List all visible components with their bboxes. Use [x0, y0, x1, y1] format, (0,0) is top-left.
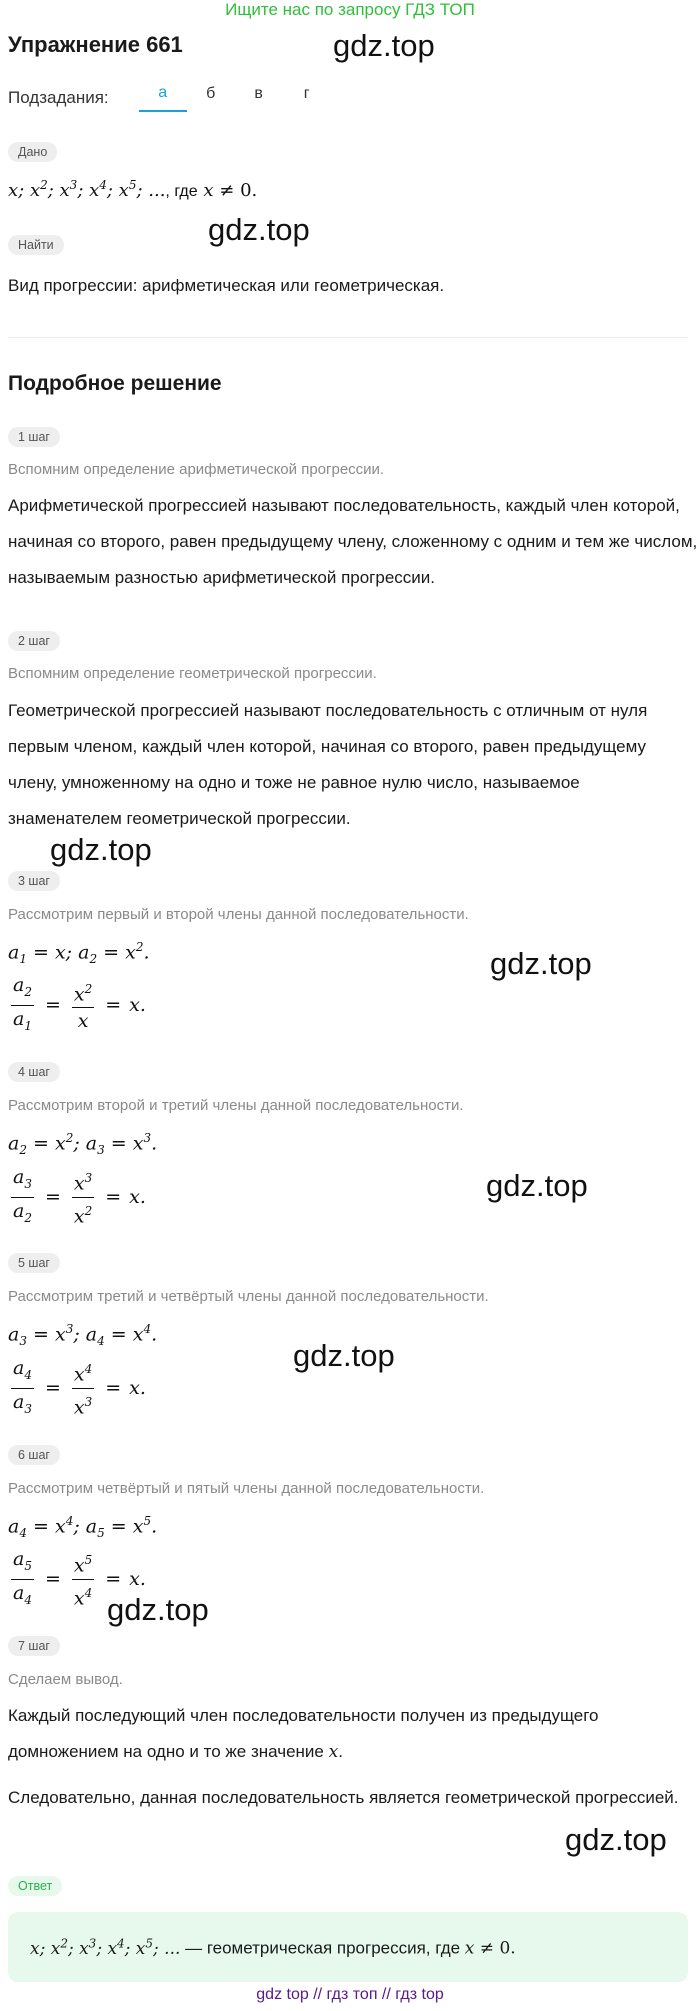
step-text: Арифметической прогрессией называют последовательность, каждый член которой, начиная со второго, равен предыдущему члену, сложенному с одним и тем же числом, называемым разностью арифметической прогрессии.	[8, 496, 698, 587]
step-badge: 7 шаг	[8, 1636, 60, 1656]
fraction-equation: $\frac{a_5}{a_4}$ = $\frac{x^5}{x^4}$ = x.	[13, 1548, 146, 1610]
subtasks-label: Подзадания:	[8, 88, 109, 107]
watermark: gdz.top	[333, 28, 435, 63]
equation: $a_1 = x$; $a_2 = x^2$.	[8, 940, 150, 967]
fraction-equation: $\frac{a_3}{a_2}$ = $\frac{x^3}{x^2}$ = x.	[13, 1166, 146, 1228]
divider	[8, 337, 688, 338]
watermark: gdz.top	[107, 1592, 209, 1627]
step-badge: 5 шаг	[8, 1253, 60, 1273]
step-text: Следовательно, данная последовательность является геометрической прогрессией.	[8, 1788, 679, 1807]
given-badge: Дано	[8, 142, 57, 162]
step-badge: 2 шаг	[8, 631, 60, 651]
step-text: Каждый последующий член последовательности получен из предыдущего домножением на одно и то же значение x.	[8, 1706, 599, 1762]
subtasks-bar	[8, 84, 331, 112]
watermark: gdz.top	[490, 946, 592, 981]
search-banner: Ищите нас по запросу ГДЗ ТОП	[225, 0, 475, 19]
fraction-equation: $\frac{a_2}{a_1}$ = $\frac{x^2}{x}$ = x.	[13, 974, 146, 1033]
step-badge: 4 шаг	[8, 1062, 60, 1082]
step-hint: Рассмотрим второй и третий члены данной последовательности.	[8, 1097, 464, 1114]
solution-title: Подробное решение	[8, 372, 222, 395]
answer-box	[8, 1912, 688, 1982]
find-text: Вид прогрессии: арифметическая или геометрическая.	[8, 276, 445, 295]
given-suffix: , где	[165, 183, 198, 200]
tab-v[interactable]: в	[254, 85, 263, 102]
step-badge: 3 шаг	[8, 871, 60, 891]
tab-b[interactable]: б	[206, 85, 216, 102]
equation: $a_4 = x^4$; $a_5 = x^5$.	[8, 1514, 158, 1541]
answer-text: x; $x^2$; $x^3$; $x^4$; $x^5$; ... — геометрическая прогрессия, где x ≠ 0.	[30, 1936, 516, 1959]
answer-suffix: — геометрическая прогрессия, где	[180, 1938, 461, 1958]
step-hint: Сделаем вывод.	[8, 1671, 123, 1688]
step-hint: Вспомним определение арифметической прогрессии.	[8, 461, 385, 478]
answer-badge: Ответ	[8, 1876, 62, 1896]
watermark: gdz.top	[486, 1168, 588, 1203]
fraction-equation: $\frac{a_4}{a_3}$ = $\frac{x^4}{x^3}$ = x.	[13, 1357, 146, 1419]
watermark: gdz.top	[293, 1338, 395, 1373]
watermark: gdz.top	[50, 832, 152, 867]
equation: $a_3 = x^3$; $a_4 = x^4$.	[8, 1322, 158, 1349]
equation: $a_2 = x^2$; $a_3 = x^3$.	[8, 1131, 158, 1158]
page-title: Упражнение 661	[8, 32, 183, 57]
step-text: Геометрической прогрессией называют последовательность с отличным от нуля первым членом, каждый член которой, начиная со второго, равен предыдущему члену, умноженному на одно и тоже не равное нулю число, называемое знаменателем геометрической прогрессии.	[8, 701, 648, 828]
tab-g[interactable]: г	[303, 85, 310, 102]
step-hint: Рассмотрим третий и четвёртый члены данной последовательности.	[8, 1288, 489, 1305]
footer-links[interactable]: gdz top // гдз топ // гдз top	[256, 1986, 444, 2003]
tab-a[interactable]: а	[139, 84, 187, 112]
watermark: gdz.top	[565, 1822, 667, 1857]
find-badge: Найти	[8, 235, 64, 255]
step-badge: 6 шаг	[8, 1445, 60, 1465]
step-badge: 1 шаг	[8, 427, 60, 447]
step-hint: Вспомним определение геометрической прогрессии.	[8, 665, 377, 682]
given-formula: x; $x^2$; $x^3$; $x^4$; $x^5$; ..., где x ≠ 0.	[8, 178, 258, 201]
step-hint: Рассмотрим первый и второй члены данной последовательности.	[8, 906, 469, 923]
conclusion-text: Каждый последующий член последовательности получен из предыдущего домножением на одно и то же значение	[8, 1706, 599, 1761]
watermark: gdz.top	[208, 212, 310, 247]
step-hint: Рассмотрим четвёртый и пятый члены данной последовательности.	[8, 1480, 485, 1497]
